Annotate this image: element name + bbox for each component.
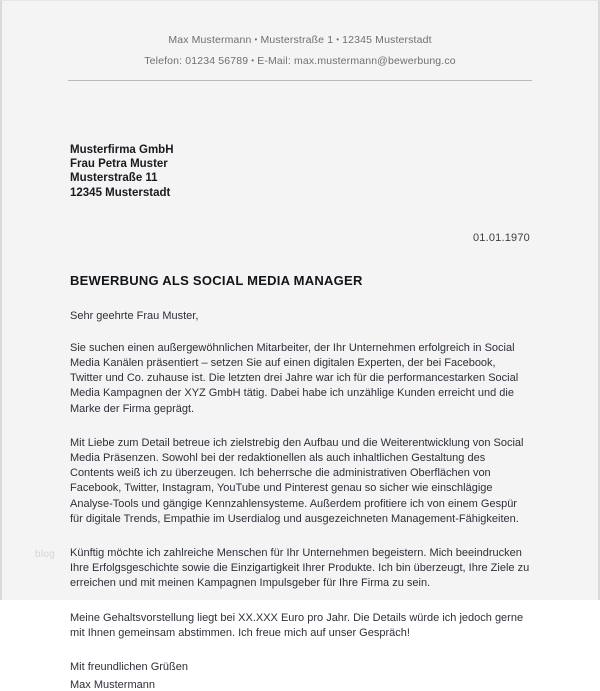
blog-watermark: blog xyxy=(35,549,56,560)
letter-subject: BEWERBUNG ALS SOCIAL MEDIA MANAGER xyxy=(70,272,363,288)
letterhead-contact-line xyxy=(2,52,598,71)
letter-content xyxy=(2,143,598,691)
letter-signature: Max Mustermann xyxy=(70,679,155,691)
letter-paragraph: Sie suchen einen außergewöhnlichen Mitarbeiter, der Ihr Unternehmen erfolgreich in Social Media Kanälen präsentiert – setzen Sie auf einen digitalen Experten, der bei Facebook, Twitter und Co. zuhause ist. Die letzten drei Jahre war ich für die performancestarken Social Media Kampagnen der XYZ GmbH tätig. Dabei habe ich unzählige Kunden erreicht und die Marke der Firma geprägt. xyxy=(70,341,519,415)
bullet-separator-icon: • xyxy=(254,35,258,44)
bullet-separator-icon: • xyxy=(336,35,340,44)
letterhead-divider xyxy=(68,80,532,81)
recipient-street: Musterstraße 11 xyxy=(70,172,158,185)
letter-paragraph: Künftig möchte ich zahlreiche Menschen für Ihr Unternehmen begeistern. Mich beeindrucken Ihre Erfolgsgeschichte sowie die Einzigartigkeit Ihrer Produkte. Ich bin überzeugt, Ihre Ziele zu erreichen und mit meinen Kampagnen Impulsgeber für Ihre Firma zu sein. xyxy=(70,547,530,590)
sender-phone: Telefon: 01234 56789 xyxy=(144,55,249,67)
letterhead-address-line xyxy=(2,31,598,50)
recipient-city: 12345 Musterstadt xyxy=(70,186,171,199)
letter-date: 01.01.1970 xyxy=(472,231,530,244)
letter-paragraph: Mit Liebe zum Detail betreue ich zielstrebig den Aufbau und die Weiterentwicklung von Social Media Präsenzen. Sowohl bei der redaktionellen als auch inhaltlichen Gestaltung des Contents weiß ich zu überzeugen. Ich beherrsche die administrativen Oberflächen von Facebook, Twitter, Instagram, YouTube und Pinterest genau so sicher wie einschlägige Analyse-Tools und gängige Kennzahlensysteme. Außerdem profitiere ich von einem Gespür für digitale Trends, Empathie im Userdialog und ausgezeichneten Management-Fähigkeiten. xyxy=(70,436,524,525)
recipient-address-block xyxy=(70,143,530,200)
letter-closing: Mit freundlichen Grüßen xyxy=(70,661,188,674)
bullet-separator-icon: • xyxy=(251,56,255,65)
recipient-person: Frau Petra Muster xyxy=(70,158,168,171)
sender-street: Musterstraße 1 xyxy=(260,34,334,46)
sender-email[interactable]: E-Mail: max.mustermann@bewerbung.co xyxy=(257,55,456,67)
sender-name: Max Mustermann xyxy=(168,34,252,46)
letterhead xyxy=(2,1,598,81)
letter-paragraph: Meine Gehaltsvorstellung liegt bei XX.XXX Euro pro Jahr. Die Details würde ich jedoch gerne mit Ihnen gemeinsam abstimmen. Ich freue mich auf unser Gespräch! xyxy=(70,611,524,639)
letter-salutation: Sehr geehrte Frau Muster, xyxy=(70,309,199,322)
recipient-company: Musterfirma GmbH xyxy=(70,144,174,156)
sender-city: 12345 Musterstadt xyxy=(342,34,432,46)
